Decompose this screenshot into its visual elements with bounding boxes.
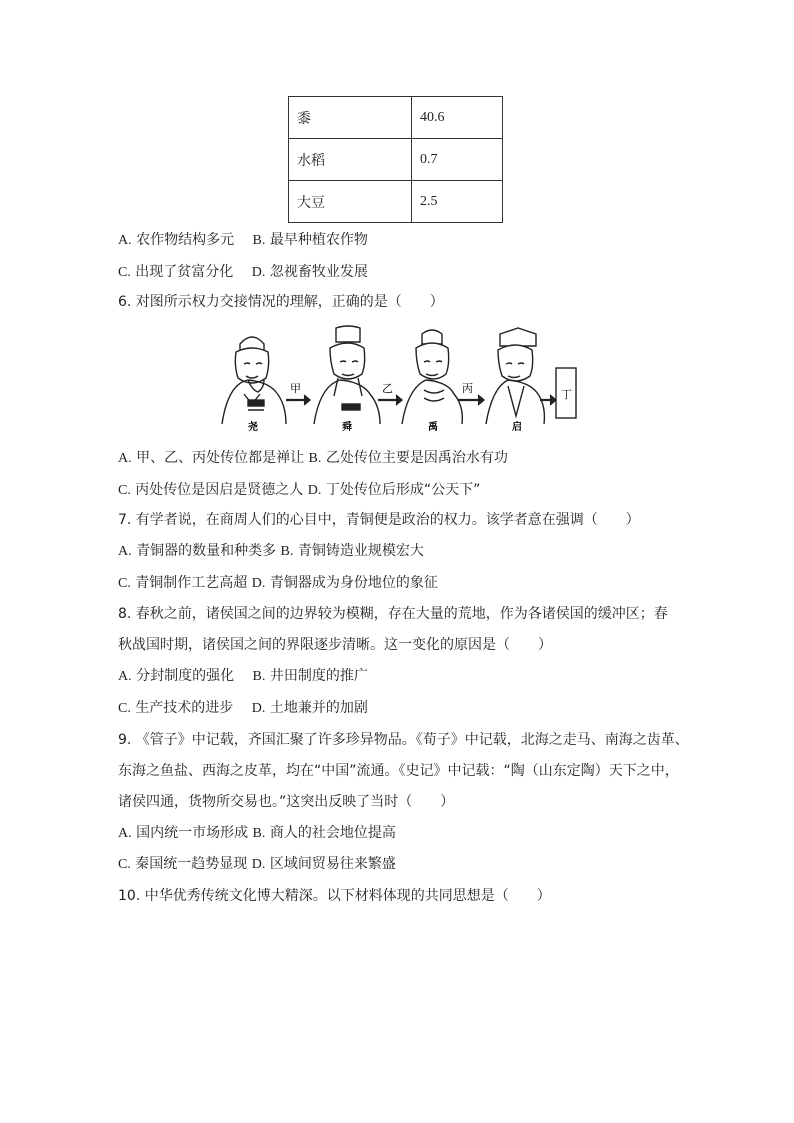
q8-options-ab	[118, 666, 368, 687]
crop-cell: 水稻	[289, 139, 412, 181]
q8-options-cd	[118, 698, 368, 719]
option-b: 商人的社会地位提高	[269, 825, 396, 841]
option-label: C.	[118, 265, 131, 280]
option-b: 乙处传位主要是因禹治水有功	[325, 450, 508, 466]
table-row	[289, 97, 503, 139]
succession-illustration	[218, 324, 578, 434]
option-d: 忽视畜牧业发展	[269, 264, 368, 280]
option-b: 最早种植农作物	[269, 232, 368, 248]
option-c: 青铜制作工艺高超	[135, 575, 248, 591]
option-c: 丙处传位是因启是贤德之人	[135, 482, 304, 498]
value-cell: 40.6	[412, 97, 503, 139]
option-d: 土地兼并的加剧	[269, 700, 368, 716]
name-shun: 舜	[342, 422, 352, 433]
option-a: 青铜器的数量和种类多	[136, 543, 277, 559]
table-row	[289, 139, 503, 181]
q8-stem-line2: 秋战国时期，诸侯国之间的界限逐步清晰。这一变化的原因是（ ）	[118, 637, 552, 653]
q9-stem-line1: 9. 《管子》中记载，齐国汇聚了许多珍异物品。《荀子》中记载，北海之走马、南海之齿革、	[118, 732, 689, 748]
option-label: A.	[118, 451, 132, 466]
option-label: B.	[280, 544, 294, 559]
option-label: B.	[252, 233, 266, 248]
option-a: 分封制度的强化	[136, 668, 235, 684]
value-cell: 0.7	[412, 139, 503, 181]
option-d: 青铜器成为身份地位的象征	[269, 575, 438, 591]
option-a: 甲、乙、丙处传位都是禅让	[136, 450, 305, 466]
name-yao: 尧	[248, 422, 258, 433]
crop-table	[288, 96, 503, 223]
q9-options-ab	[118, 823, 396, 844]
option-label: D.	[251, 576, 266, 591]
option-label: C.	[118, 857, 131, 872]
arrow-label-jia: 甲	[290, 382, 301, 395]
q6-options-cd	[118, 480, 480, 501]
option-c: 生产技术的进步	[135, 700, 234, 716]
crop-cell: 黍	[289, 97, 412, 139]
shun-portrait	[314, 326, 380, 424]
option-a: 农作物结构多元	[136, 232, 235, 248]
name-yu: 禹	[428, 422, 438, 433]
option-label: D.	[307, 483, 322, 498]
option-label: C.	[118, 576, 131, 591]
yao-portrait	[222, 337, 286, 424]
qi-portrait	[486, 328, 544, 424]
arrow-label-bing: 丙	[462, 382, 473, 395]
q9-options-cd	[118, 854, 396, 875]
table-row	[289, 181, 503, 223]
option-a: 国内统一市场形成	[136, 825, 249, 841]
arrow-label-yi: 乙	[382, 382, 393, 395]
q7-stem: 7. 有学者说，在商周人们的心目中，青铜便是政治的权力。该学者意在强调（ ）	[118, 512, 640, 528]
option-label: B.	[308, 451, 322, 466]
option-d: 区域间贸易往来繁盛	[269, 856, 396, 872]
option-label: D.	[251, 265, 266, 280]
q6-options-ab	[118, 448, 508, 469]
option-label: C.	[118, 701, 131, 716]
option-label: B.	[252, 669, 266, 684]
option-label: B.	[252, 826, 266, 841]
option-label: C.	[118, 483, 131, 498]
option-d: 丁处传位后形成“公天下”	[325, 482, 481, 498]
yu-portrait	[402, 330, 462, 424]
value-cell: 2.5	[412, 181, 503, 223]
crop-cell: 大豆	[289, 181, 412, 223]
q10-stem: 10. 中华优秀传统文化博大精深。以下材料体现的共同思想是（ ）	[118, 888, 551, 904]
q9-stem-line3: 诸侯四通，货物所交易也。”这突出反映了当时（ ）	[118, 794, 455, 810]
name-qi: 启	[512, 422, 522, 433]
succession-figure	[218, 324, 578, 434]
option-c: 出现了贫富分化	[135, 264, 234, 280]
q5-options-cd	[118, 262, 368, 283]
q5-options-ab	[118, 230, 368, 251]
q7-options-ab	[118, 541, 424, 562]
q9-stem-line2: 东海之鱼盐、西海之皮革，均在“中国”流通。《史记》中记载：“陶（山东定陶）天下之中，	[118, 763, 679, 779]
box-label-ding: 丁	[561, 388, 572, 401]
option-label: A.	[118, 669, 132, 684]
q7-options-cd	[118, 573, 438, 594]
option-label: A.	[118, 233, 132, 248]
option-label: D.	[251, 701, 266, 716]
option-label: D.	[251, 857, 266, 872]
option-label: A.	[118, 826, 132, 841]
q8-stem-line1: 8. 春秋之前，诸侯国之间的边界较为模糊，存在大量的荒地，作为各诸侯国的缓冲区；春	[118, 606, 668, 622]
q6-stem: 6. 对图所示权力交接情况的理解，正确的是（ ）	[118, 294, 444, 310]
option-b: 青铜铸造业规模宏大	[297, 543, 424, 559]
option-c: 秦国统一趋势显现	[135, 856, 248, 872]
option-label: A.	[118, 544, 132, 559]
option-b: 井田制度的推广	[269, 668, 368, 684]
